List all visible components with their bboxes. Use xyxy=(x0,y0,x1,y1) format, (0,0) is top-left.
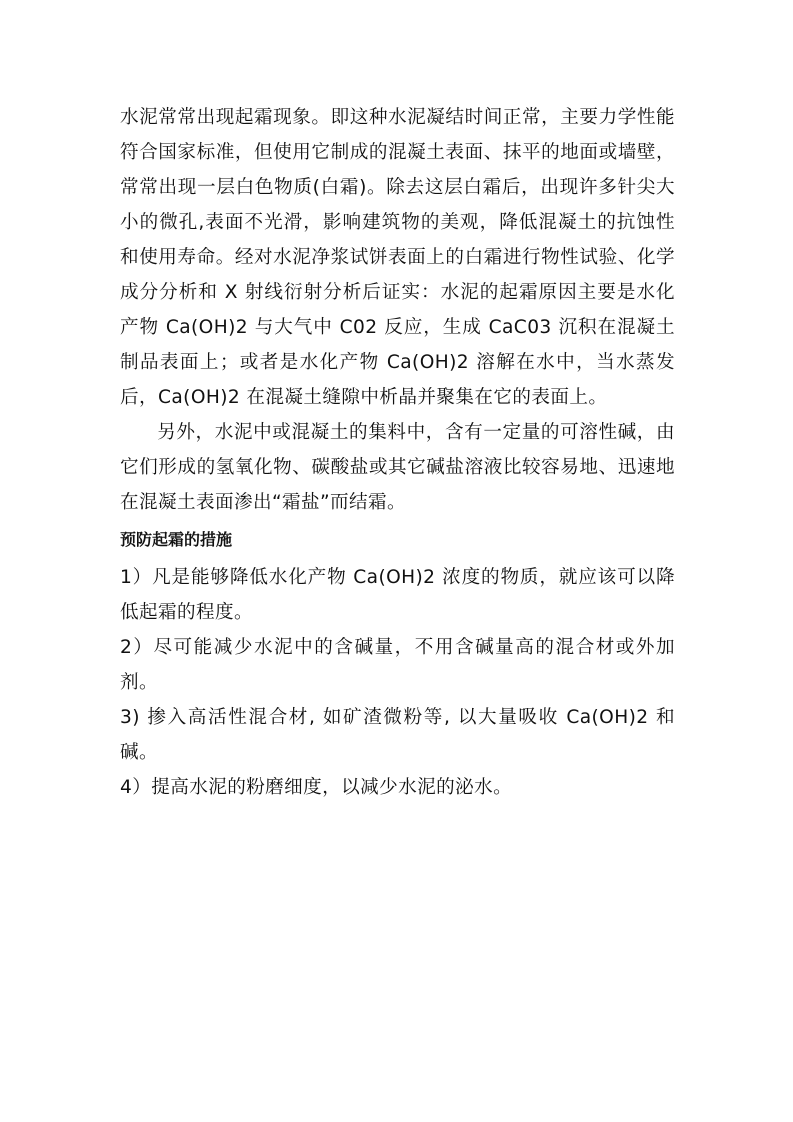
measure-item: 4）提高水泥的粉磨细度，以减少水泥的泌水。 xyxy=(120,777,513,798)
measure-item: 3) 掺入高活性混合材, 如矿渣微粉等, 以大量吸收 Ca(OH)2 和碱。 xyxy=(120,707,675,763)
measure-item: 2）尽可能减少水泥中的含碱量，不用含碱量高的混合材或外加剂。 xyxy=(120,637,675,693)
paragraph-soluble-alkali: 另外，水泥中或混凝土的集料中，含有一定量的可溶性碱，由它们形成的氢氧化物、碳酸盐或其它碱盐溶液比较容易地、迅速地在混凝土表面渗出“霜盐”而结霜。 xyxy=(120,422,675,513)
measure-item: 1）凡是能够降低水化产物 Ca(OH)2 浓度的物质，就应该可以降低起霜的程度。 xyxy=(120,567,675,623)
section-heading: 预防起霜的措施 xyxy=(120,530,233,549)
paragraph-efflorescence-description: 水泥常常出现起霜现象。即这种水泥凝结时间正常，主要力学性能符合国家标准，但使用它制成的混凝土表面、抹平的地面或墙壁，常常出现一层白色物质(白霜)。除去这层白霜后，出现许多针尖大小的微孔,表面不光滑，影响建筑物的美观，降低混凝土的抗蚀性和使用寿命。经对水泥净浆试饼表面上的白霜进行物性试验、化学成分分析和 X 射线衍射分析后证实：水泥的起霜原因主要是水化产物 Ca(OH)2 与大气中 C02 反应，生成 CaC03 沉积在混凝土制品表面上；或者是水化产物 Ca(OH)2 溶解在水中，当水蒸发后，Ca(OH)2 在混凝土缝隙中析晶并聚集在它的表面上。 xyxy=(120,107,675,408)
document-page xyxy=(120,100,675,805)
